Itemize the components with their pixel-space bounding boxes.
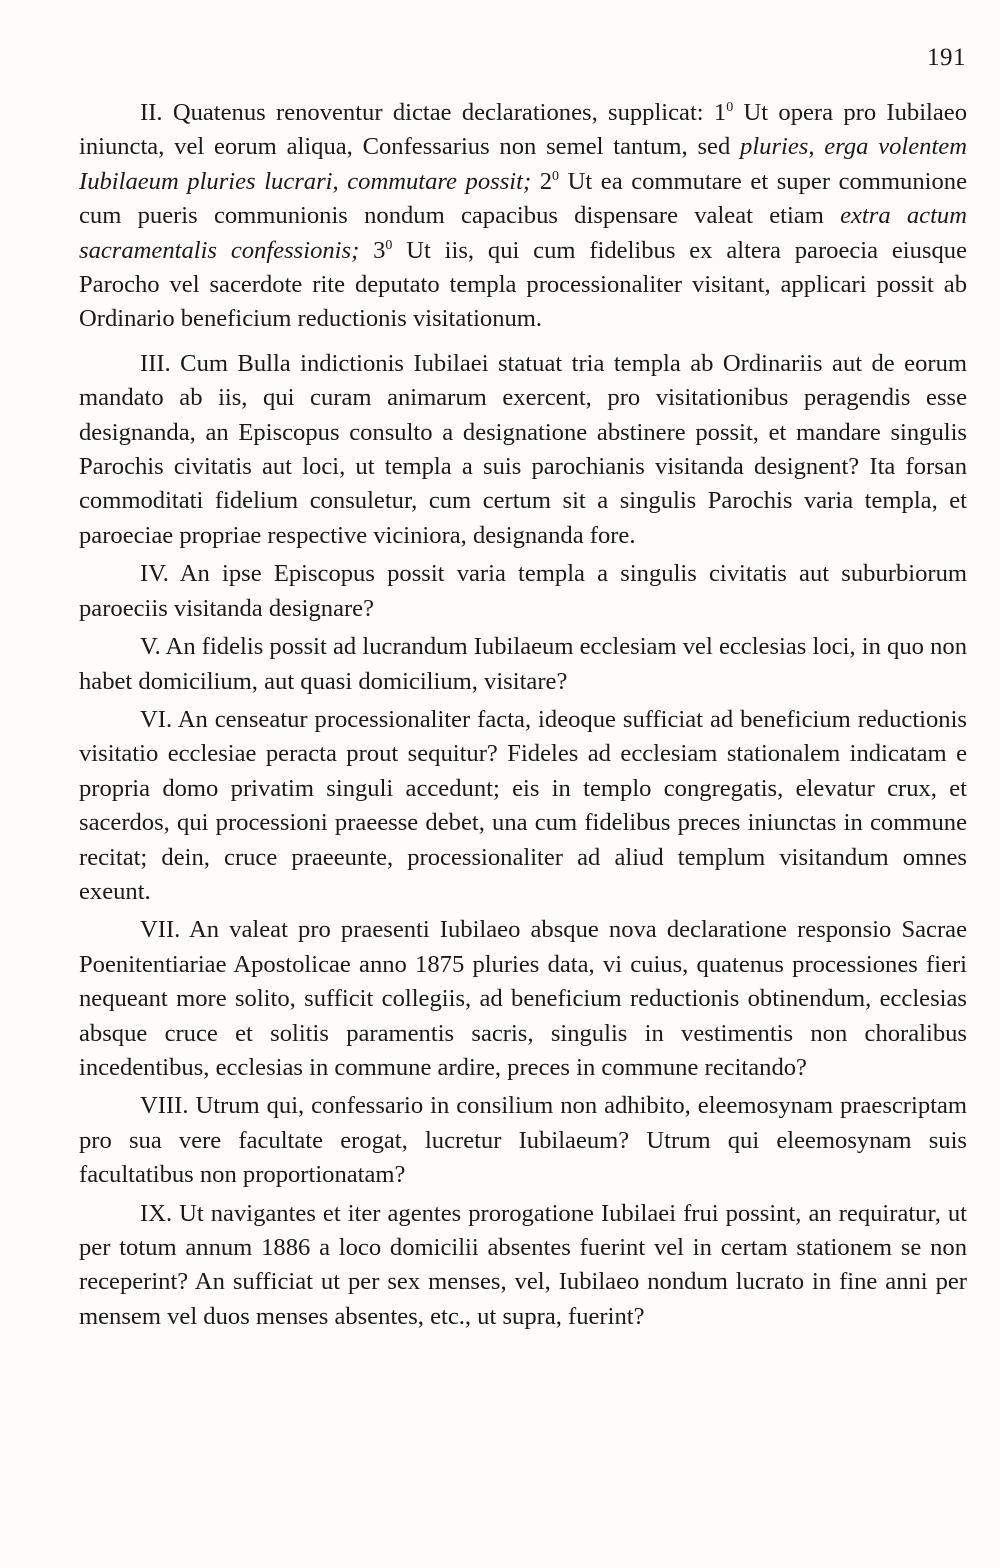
- paragraph-ii-italic-d: pluries, erga volentem Iubilaeum pluries lucrari, commutare possit;: [79, 133, 967, 195]
- ordinal-mark: 0: [552, 168, 560, 184]
- paragraph-ix: IX. Ut navigantes et iter agentes prorogatione Iubilaei frui possint, an requiratur, ut per totum annum 1886 a loco domicilii absentes fuerint vel in certam stationem se non receperint? An sufficiat ut per sex menses, vel, Iubilaeo nondum lucrato in fine anni per mensem vel duos menses absentes, etc., ut supra, fuerint?: [79, 1199, 967, 1330]
- paragraph-ii: [79, 96, 967, 337]
- paragraph-ii-text-a: II. Quatenus renoventur dictae declarationes, supplicat: 1: [140, 99, 727, 126]
- page-number: 191: [927, 44, 966, 71]
- paragraph-vi: VI. An censeatur processionaliter facta, ideoque sufficiat ad beneficium reductionis visitatio ecclesiae peracta prout sequitur? Fideles ad ecclesiam stationalem indicatam e propria domo privatim singuli accedunt; eis in templo congregatis, elevatur crux, et sacerdos, qui processioni praeesse debet, una cum fidelibus preces iniunctas in commune recitat; dein, cruce praeeunte, processionaliter ad aliud templum visitandum omnes exeunt.: [79, 705, 967, 905]
- ordinal-mark: 0: [726, 100, 734, 115]
- paragraph-ii-text-e: 2: [531, 167, 553, 195]
- paragraph-vii: VII. An valeat pro praesenti Iubilaeo absque nova declaratione responsio Sacrae Poenitentiariae Apostolicae anno 1875 pluries data, vi cuius, quatenus processiones fieri nequeant more solito, sufficit collegiis, ad beneficium reductionis obtinendum, ecclesias absque cruce et solitis paramentis sacris, singulis in vestimentis non choralibus incedentibus, ecclesias in commune ardire, preces in commune recitando?: [79, 916, 967, 1081]
- paragraph-ii-text-i: 3: [359, 236, 386, 264]
- ordinal-mark: 0: [385, 237, 393, 253]
- paragraph-iv: IV. An ipse Episcopus possit varia templa a singulis civitatis aut suburbiorum paroeciis visitanda designare?: [79, 560, 967, 622]
- paragraph-iii: III. Cum Bulla indictionis Iubilaei statuat tria templa ab Ordinariis aut de eorum mandato ab iis, qui curam animarum exercent, pro visitationibus peragendis esse designanda, an Episcopus consulto a designatione abstinere possit, et mandare singulis Parochis civitatis aut loci, ut templa a suis parochianis visitanda designent? Ita forsan commoditati fidelium consuletur, cum certum sit a singulis Parochis varia templa, et paroeciae propriae respective viciniora, designanda fore.: [79, 349, 967, 549]
- paragraph-ii-text-c: Ut opera pro Iubilaeo iniuncta, vel eorum aliqua, Confessarius non semel tantum, sed: [79, 99, 967, 161]
- paragraph-ii-text-g: Ut ea commutare et super communione cum pueris communionis nondum capacibus dispensare valeat etiam: [79, 167, 967, 230]
- body-text: [79, 96, 967, 1334]
- paragraph-ii-text-k: Ut iis, qui cum fidelibus ex altera paroecia eiusque Parocho vel sacerdote rite deputato templa processionaliter visitant, applicari possit ab Ordinario beneficium reductionis visitationum.: [79, 236, 968, 333]
- paragraph-ii-italic-h: extra actum sacramentalis confessionis;: [79, 202, 967, 264]
- paragraph-viii: VIII. Utrum qui, confessario in consilium non adhibito, eleemosynam praescriptam pro sua vere facultate erogat, lucretur Iubilaeum? Utrum qui eleemosynam suis facultatibus non proportionatam?: [79, 1092, 967, 1189]
- paragraph-v: V. An fidelis possit ad lucrandum Iubilaeum ecclesiam vel ecclesias loci, in quo non habet domicilium, aut quasi domicilium, visitare?: [79, 633, 967, 695]
